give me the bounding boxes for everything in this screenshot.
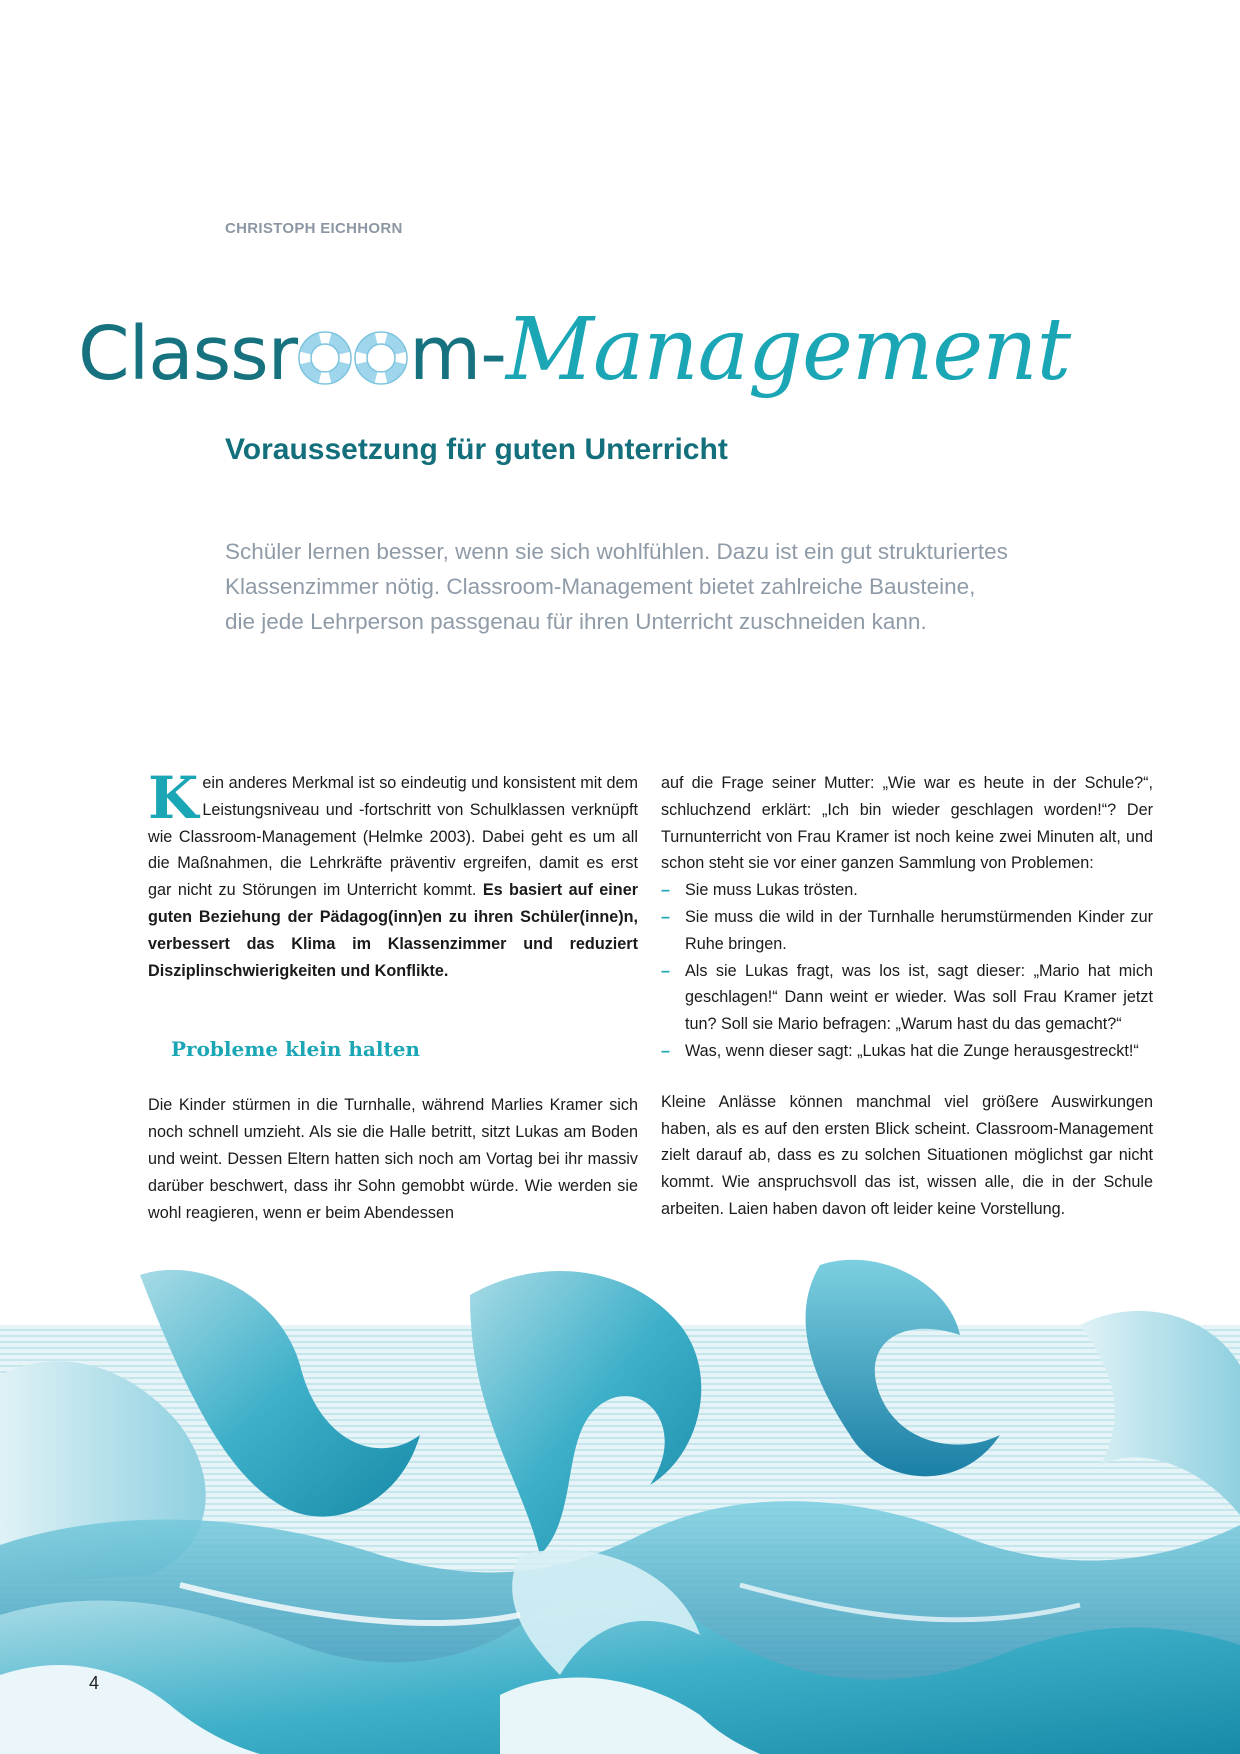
list-item-text: Sie muss die wild in der Turnhalle herumstürmenden Kinder zur Ruhe bringen. bbox=[685, 907, 1153, 953]
page-number: 4 bbox=[89, 1673, 100, 1693]
dash-bullet: – bbox=[661, 907, 671, 926]
subtitle: Voraussetzung für guten Unterricht bbox=[225, 433, 728, 466]
problem-list bbox=[661, 877, 1153, 1065]
dash-bullet: – bbox=[661, 881, 671, 900]
intro-bold-text: Es basiert auf einer guten Beziehung der Pädagog(inn)en zu ihren Schüler(inne)n, verbessert das Klima im Klassenzimmer und reduziert Disziplinschwierigkeiten und Konflikte. bbox=[148, 881, 638, 980]
left-column bbox=[148, 764, 638, 1226]
lifebuoy-icon bbox=[354, 331, 408, 385]
waves-illustration bbox=[0, 1255, 1240, 1754]
list-item-text: Was, wenn dieser sagt: „Lukas hat die Zunge herausgestreckt!“ bbox=[685, 1041, 1139, 1060]
intro-text: ein anderes Merkmal ist so eindeutig und konsistent mit dem Leistungsniveau und -fortschritt von Schulklassen verknüpft wie Classroom-Management (Helmke 2003). Dabei geht es um all die Maßnahmen, die Lehrkräfte präventiv ergreifen, damit es erst gar nicht zu Störungen im Unterricht kommt. bbox=[148, 774, 638, 900]
list-item bbox=[661, 904, 1153, 958]
title-part-2: m- bbox=[409, 311, 506, 397]
right-column bbox=[661, 770, 1153, 1223]
author-name: CHRISTOPH EICHHORN bbox=[225, 220, 403, 237]
dash-bullet: – bbox=[661, 961, 671, 980]
list-item bbox=[661, 877, 1153, 904]
title-part-1: Classr bbox=[78, 311, 298, 397]
dash-bullet: – bbox=[661, 1041, 671, 1060]
intro-paragraph bbox=[148, 764, 638, 984]
right-paragraph-1: auf die Frage seiner Mutter: „Wie war es heute in der Schule?“, schluchzend erklärt: „Ich bin wieder geschlagen worden!“? Der Turnunterricht von Frau Kramer ist noch keine zwei Minuten alt, und schon steht sie vor einer ganzen Sammlung von Problemen: bbox=[661, 774, 1153, 873]
title-part-3: Management bbox=[505, 300, 1071, 400]
section-heading: Probleme klein halten bbox=[171, 1037, 420, 1062]
lead-line: Klassenzimmer nötig. Classroom-Management bietet zahlreiche Bausteine, bbox=[225, 574, 976, 599]
drop-cap: K bbox=[148, 764, 199, 832]
list-item bbox=[661, 958, 1153, 1038]
body-paragraph: Die Kinder stürmen in die Turnhalle, während Marlies Kramer sich noch schnell umzieht. Als sie die Halle betritt, sitzt Lukas am Boden und weint. Dessen Eltern hatten sich noch am Vortag bei ihr massiv darüber beschwert, dass ihr Sohn gemobbt würde. Wie werden sie wohl reagieren, wenn er beim Abendessen bbox=[148, 1096, 638, 1222]
lifebuoy-icon bbox=[298, 331, 352, 385]
page-title bbox=[78, 300, 1070, 410]
right-paragraph-2: Kleine Anlässe können manchmal viel größere Auswirkungen haben, als es auf den ersten Blick scheint. Classroom-Management zielt darauf ab, dass es zu solchen Situationen möglichst gar nicht kommt. Wie anspruchsvoll das ist, wissen alle, die in der Schule arbeiten. Laien haben davon oft leider keine Vorstellung. bbox=[661, 1092, 1153, 1218]
list-item bbox=[661, 1038, 1153, 1065]
lead-line: Schüler lernen besser, wenn sie sich wohlfühlen. Dazu ist ein gut strukturiertes bbox=[225, 539, 1008, 564]
list-item-text: Als sie Lukas fragt, was los ist, sagt dieser: „Mario hat mich geschlagen!“ Dann weint er wieder. Was soll Frau Kramer jetzt tun? Soll sie Mario befragen: „Warum hast du das gemacht?“ bbox=[685, 961, 1153, 1034]
lead-paragraph bbox=[225, 534, 1125, 639]
list-item-text: Sie muss Lukas trösten. bbox=[685, 881, 858, 900]
lead-line: die jede Lehrperson passgenau für ihren Unterricht zuschneiden kann. bbox=[225, 609, 927, 634]
